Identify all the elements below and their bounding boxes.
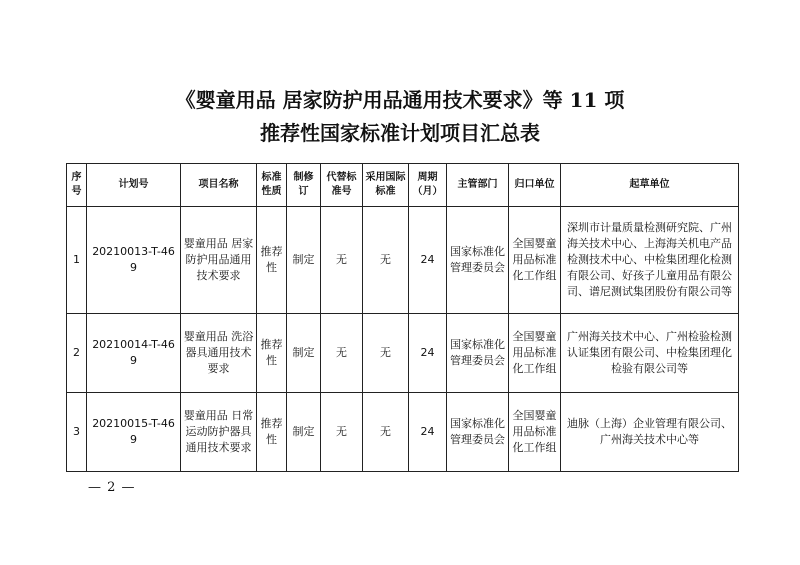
cell-revision: 制定 xyxy=(287,314,321,393)
cell-authority: 国家标准化管理委员会 xyxy=(447,314,509,393)
cell-seq: 2 xyxy=(67,314,87,393)
cell-adopted: 无 xyxy=(363,393,409,472)
cell-adopted: 无 xyxy=(363,314,409,393)
standards-plan-table xyxy=(66,163,739,472)
header-adopted: 采用国际标准 xyxy=(363,164,409,207)
cell-adopted: 无 xyxy=(363,207,409,314)
cell-revision: 制定 xyxy=(287,393,321,472)
cell-drafters: 深圳市计量质量检测研究院、广州海关技术中心、上海海关机电产品检测技术中心、中检集团理化检测有限公司、好孩子儿童用品有限公司、谱尼测试集团股份有限公司等 xyxy=(561,207,739,314)
cell-owner: 全国婴童用品标准化工作组 xyxy=(509,393,561,472)
cell-nature: 推荐性 xyxy=(257,393,287,472)
page-number: — 2 — xyxy=(88,480,136,495)
cell-project-name: 婴童用品 日常运动防护器具通用技术要求 xyxy=(181,393,257,472)
cell-period: 24 xyxy=(409,393,447,472)
cell-period: 24 xyxy=(409,207,447,314)
cell-period: 24 xyxy=(409,314,447,393)
document-title-line-1: 《婴童用品 居家防护用品通用技术要求》等 11 项 xyxy=(175,88,625,112)
cell-drafters: 迪脉（上海）企业管理有限公司、广州海关技术中心等 xyxy=(561,393,739,472)
table-row xyxy=(67,314,739,393)
cell-plan-no: 20210015-T-469 xyxy=(87,393,181,472)
cell-seq: 1 xyxy=(67,207,87,314)
cell-nature: 推荐性 xyxy=(257,314,287,393)
cell-authority: 国家标准化管理委员会 xyxy=(447,207,509,314)
cell-nature: 推荐性 xyxy=(257,207,287,314)
cell-drafters: 广州海关技术中心、广州检验检测认证集团有限公司、中检集团理化检验有限公司等 xyxy=(561,314,739,393)
header-drafters: 起草单位 xyxy=(561,164,739,207)
cell-plan-no: 20210014-T-469 xyxy=(87,314,181,393)
cell-revision: 制定 xyxy=(287,207,321,314)
cell-replaced: 无 xyxy=(321,393,363,472)
cell-seq: 3 xyxy=(67,393,87,472)
document-title-line-2: 推荐性国家标准计划项目汇总表 xyxy=(260,121,540,145)
cell-owner: 全国婴童用品标准化工作组 xyxy=(509,314,561,393)
header-nature: 标准性质 xyxy=(257,164,287,207)
table-row xyxy=(67,207,739,314)
cell-plan-no: 20210013-T-469 xyxy=(87,207,181,314)
table-header-row xyxy=(67,164,739,207)
cell-project-name: 婴童用品 居家防护用品通用技术要求 xyxy=(181,207,257,314)
cell-project-name: 婴童用品 洗浴器具通用技术要求 xyxy=(181,314,257,393)
header-project-name: 项目名称 xyxy=(181,164,257,207)
header-revision: 制修订 xyxy=(287,164,321,207)
header-seq: 序号 xyxy=(67,164,87,207)
cell-replaced: 无 xyxy=(321,314,363,393)
header-replaced: 代替标准号 xyxy=(321,164,363,207)
cell-owner: 全国婴童用品标准化工作组 xyxy=(509,207,561,314)
cell-authority: 国家标准化管理委员会 xyxy=(447,393,509,472)
header-authority: 主管部门 xyxy=(447,164,509,207)
header-period: 周期（月） xyxy=(409,164,447,207)
table-row xyxy=(67,393,739,472)
header-owner: 归口单位 xyxy=(509,164,561,207)
cell-replaced: 无 xyxy=(321,207,363,314)
header-plan-no: 计划号 xyxy=(87,164,181,207)
